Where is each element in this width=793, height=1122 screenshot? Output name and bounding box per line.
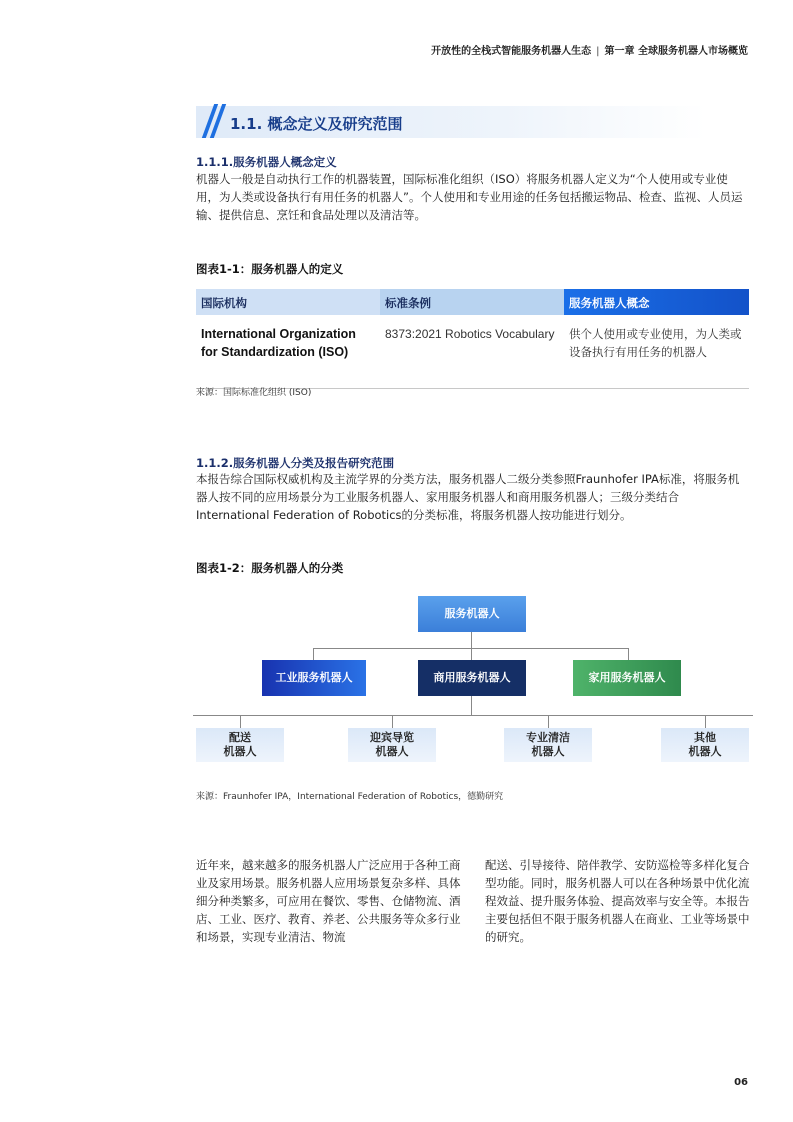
subsection-title-definition: 1.1.1.服务机器人概念定义 [196,155,337,169]
node-household-service-robot: 家用服务机器人 [573,660,681,696]
connector-line [705,715,706,728]
header-chapter-title: 第一章 全球服务机器人市场概览 [604,46,748,57]
node-label-line2: 机器人 [375,745,409,758]
node-other-robot [661,728,749,762]
classification-paragraph: 本报告综合国际权威机构及主流学界的分类方法，服务机器人二级分类参照Fraunhofer IPA标准，将服务机器人按不同的应用场景分为工业服务机器人、家用服务机器人和商用服务机器人；三级分类结合International Federation of Robotics的分类标准，将服务机器人按功能进行划分。 [196,472,740,522]
node-label-line2: 机器人 [531,745,565,758]
node-service-robot: 服务机器人 [418,596,526,632]
definition-paragraph: 机器人一般是自动执行工作的机器装置，国际标准化组织（ISO）将服务机器人定义为“个人使用或专业使用，为人类或设备执行有用任务的机器人”。个人使用和专业用途的任务包括搬运物品、检查、监视、人员运输、提供信息、烹饪和食品处理以及清洁等。 [196,172,743,222]
header-cell-org: 国际机构 [196,289,380,315]
connector-line [628,648,629,660]
header-separator: | [596,46,600,57]
section-banner [196,106,706,138]
figure-1-1-source: 来源：国际标准化组织 (ISO) [196,388,312,398]
node-cleaning-robot [504,728,592,762]
cell-standard: 8373:2021 Robotics Vocabulary [385,327,555,341]
connector-line [392,715,393,728]
header-cell-standard: 标准条例 [380,289,564,315]
node-label-line2: 机器人 [688,745,722,758]
table-row [196,315,749,389]
page-number: 06 [734,1077,748,1088]
connector-line [548,715,549,728]
node-label-line1: 配送 [229,731,251,744]
running-header [431,42,748,57]
node-label-line1: 迎宾导览 [370,731,414,744]
node-industrial-service-robot: 工业服务机器人 [262,660,366,696]
node-label-line1: 其他 [694,731,716,744]
node-label-line1: 专业清洁 [526,731,570,744]
body-column-right: 配送、引导接待、陪伴教学、安防巡检等多样化复合型功能。同时，服务机器人可以在各种场景中优化流程效益、提升服务体验、提高效率与安全等。本报告主要包括但不限于服务机器人在商业、工业等场景中的研究。 [485,858,750,944]
header-report-title: 开放性的全栈式智能服务机器人生态 [431,46,592,57]
figure-1-1-title: 图表1-1：服务机器人的定义 [196,262,344,276]
classification-org-chart [193,594,753,770]
header-cell-concept: 服务机器人概念 [564,289,749,315]
section-title: 1.1. 概念定义及研究范围 [230,115,403,133]
definition-table [196,289,749,389]
connector-line [240,715,241,728]
node-commercial-service-robot: 商用服务机器人 [418,660,526,696]
cell-org: International Organization for Standardization (ISO) [201,327,356,359]
connector-line [313,648,314,660]
connector-line [193,715,753,716]
node-delivery-robot [196,728,284,762]
connector-line [471,648,472,660]
connector-line [471,696,472,716]
connector-line [471,632,472,648]
figure-1-2-source: 来源：Fraunhofer IPA，International Federation of Robotics，德勤研究 [196,792,504,802]
table-header [196,289,749,315]
subsection-title-classification: 1.1.2.服务机器人分类及报告研究范围 [196,456,395,470]
node-label-line2: 机器人 [223,745,257,758]
body-column-left: 近年来，越来越多的服务机器人广泛应用于各种工商业及家用场景。服务机器人应用场景复杂多样、具体细分种类繁多，可应用在餐饮、零售、仓储物流、酒店、工业、医疗、教育、养老、公共服务等众多行业和场景，实现专业清洁、物流 [196,858,461,944]
cell-concept: 供个人使用或专业使用，为人类或设备执行有用任务的机器人 [569,327,742,359]
figure-1-2-title: 图表1-2：服务机器人的分类 [196,561,344,575]
node-reception-guide-robot [348,728,436,762]
